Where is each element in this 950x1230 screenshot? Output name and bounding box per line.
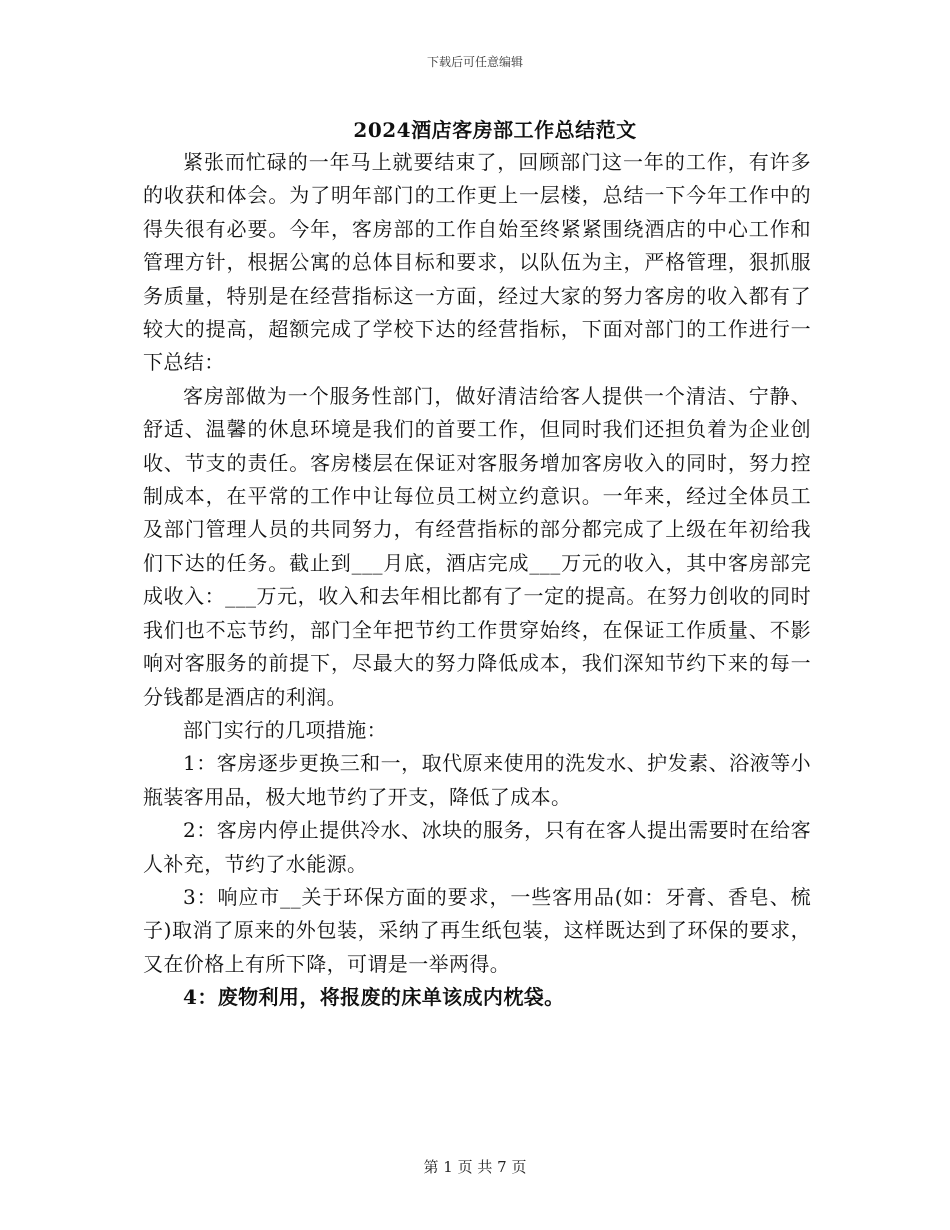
paragraph-measure-4: 4：废物利用，将报废的床单该成内枕袋。 — [183, 985, 565, 1010]
document-title: 2024酒店客房部工作总结范文 — [353, 118, 637, 142]
paragraph-measure-1: 1：客房逐步更换三和一，取代原来使用的洗发水、护发素、浴液等小瓶装客用品，极大地节约了开支，降低了成本。 — [143, 751, 811, 809]
paragraph-measures-heading: 部门实行的几项措施： — [183, 717, 387, 742]
page-number: 第 1 页 共 7 页 — [423, 1158, 527, 1176]
paragraph-revenue: 客房部做为一个服务性部门，做好清洁给客人提供一个清洁、宁静、舒适、温馨的休息环境是我们的首要工作，但同时我们还担负着为企业创收、节支的责任。客房楼层在保证对客服务增加客房收入的同时，努力控制成本，在平常的工作中让每位员工树立约意识。一年来，经过全体员工及部门管理人员的共同努力，有经营指标的部分都完成了上级在年初给我们下达的任务。截止到___月底，酒店完成___万元的收入，其中客房部完成收入：___万元，收入和去年相比都有了一定的提高。在努力创收的同时我们也不忘节约，部门全年把节约工作贯穿始终，在保证工作质量、不影响对客服务的前提下，尽最大的努力降低成本，我们深知节约下来的每一分钱都是酒店的利润。 — [143, 383, 811, 709]
document-body — [143, 146, 811, 1015]
paragraph-measure-3: 3：响应市__关于环保方面的要求，一些客用品(如：牙膏、香皂、梳子)取消了原来的外包装，采纳了再生纸包装，这样既达到了环保的要求，又在价格上有所下降，可谓是一举两得。 — [143, 884, 811, 976]
header-note: 下载后可任意编辑 — [426, 55, 523, 69]
paragraph-intro: 紧张而忙碌的一年马上就要结束了，回顾部门这一年的工作，有许多的收获和体会。为了明年部门的工作更上一层楼，总结一下今年工作中的得失很有必要。今年，客房部的工作自始至终紧紧围绕酒店的中心工作和管理方针，根据公寓的总体目标和要求，以队伍为主，严格管理，狠抓服务质量，特别是在经营指标这一方面，经过大家的努力客房的收入都有了较大的提高，超额完成了学校下达的经营指标，下面对部门的工作进行一下总结： — [143, 150, 811, 375]
paragraph-measure-2: 2：客房内停止提供冷水、冰块的服务，只有在客人提出需要时在给客人补充，节约了水能源。 — [143, 818, 811, 876]
